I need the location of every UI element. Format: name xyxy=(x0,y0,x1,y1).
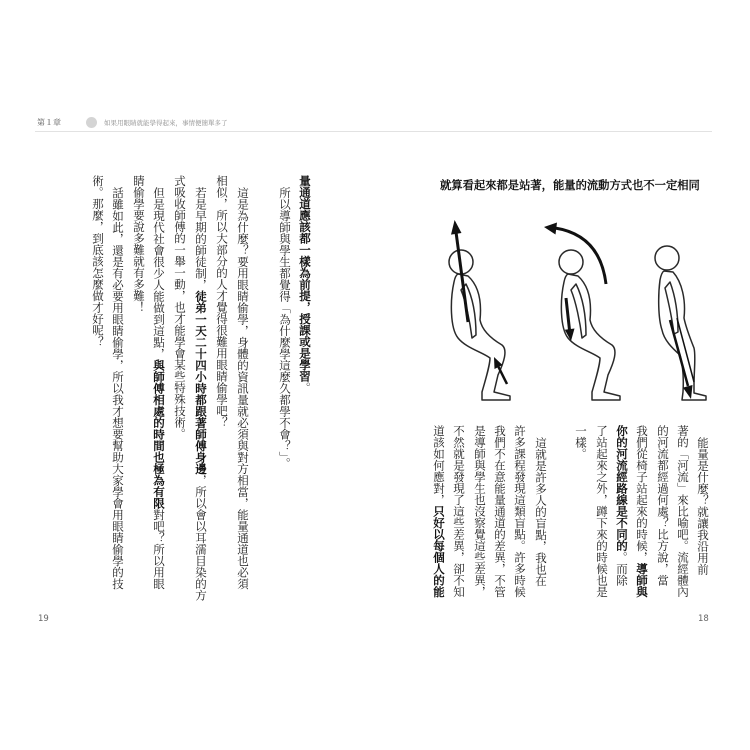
text-segment: 式吸收師傅的一舉一動，也才能學會某些特殊技術。 xyxy=(173,175,187,440)
text-column xyxy=(279,175,291,468)
chapter-label: 第１章 xyxy=(37,118,61,127)
text-column xyxy=(433,425,445,598)
text-column xyxy=(697,425,709,575)
bold-text: 只好以每個人的能 xyxy=(432,505,446,598)
figure-2-head xyxy=(559,250,583,274)
bold-text: 導師與 xyxy=(635,563,649,598)
text-column xyxy=(133,175,145,313)
text-segment: 著的「河流」來比喻吧。流經體內 xyxy=(676,425,690,598)
text-segment: 術。那麼，到底該怎麼做才好呢？ xyxy=(91,175,105,348)
text-segment: 這是為什麼？要用眼睛偷學，身體的資訊量就必須與對方相當，能量通道也必須 xyxy=(236,186,250,589)
text-segment: 相似，所以大部分的人才覺得很難用眼睛偷學吧？ xyxy=(215,175,229,428)
text-column xyxy=(174,175,186,440)
figure-3-head xyxy=(655,246,679,270)
bold-text: 你的河流經路線是不同的 xyxy=(615,425,629,552)
bold-text: 徒弟一天二十四小時都跟著師傅身邊 xyxy=(194,290,208,474)
text-segment: 所以導師與學生都覺得「為什麼學這麼久都學不會？」。 xyxy=(278,186,292,469)
page-number: 19 xyxy=(38,614,49,624)
text-segment: 。而除 xyxy=(615,551,629,586)
text-column xyxy=(474,425,486,598)
text-column xyxy=(535,425,547,586)
text-segment: 許多課程發現這類盲點。許多時候 xyxy=(513,425,527,598)
text-segment: ，所以會以耳濡目染的方 xyxy=(194,474,208,601)
text-segment: 我們從椅子站起來的時候， xyxy=(635,425,649,563)
text-segment: 了站起來之外，蹲下來的時候也是 xyxy=(595,425,609,598)
text-segment: 不然就是發現了這些差異，卻不知 xyxy=(452,425,466,598)
posture-illustration xyxy=(430,205,715,405)
curved-arrowhead-icon xyxy=(544,223,557,235)
text-column xyxy=(575,425,587,460)
page-number: 18 xyxy=(698,614,709,624)
up-arrowhead-icon xyxy=(451,220,462,235)
text-column xyxy=(616,425,628,586)
text-column xyxy=(92,175,104,348)
text-column xyxy=(299,175,311,394)
text-segment: 一樣。 xyxy=(574,425,588,460)
text-column xyxy=(453,425,465,598)
text-segment: 道該如何應對， xyxy=(432,425,446,506)
text-segment: 是導師與學生也沒察覺這些差異， xyxy=(473,425,487,598)
running-header-title: 如果用眼睛就能學得起來，事情便簡單多了 xyxy=(104,119,228,127)
text-column xyxy=(657,425,669,586)
text-column xyxy=(153,175,165,589)
text-column xyxy=(237,175,249,589)
text-column xyxy=(112,175,124,589)
text-column xyxy=(216,175,228,428)
figure-caption: 就算看起來都是站著，能量的流動方式也不一定相同 xyxy=(440,179,700,192)
text-segment: 能量是什麼？就讓我沿用前 xyxy=(696,436,710,575)
header-rule xyxy=(35,131,712,132)
chapter-dot-icon xyxy=(86,117,97,128)
text-segment: 話雖如此，還是有必要用眼睛偷學，所以我才想要幫助大家學會用眼睛偷學的技 xyxy=(111,186,125,589)
bold-text: 與師傅相處的時間也極為有限 xyxy=(152,359,166,509)
text-segment: 睛偷學要說多難就有多難！ xyxy=(132,175,146,313)
text-segment: 。 xyxy=(298,382,312,394)
text-segment: 對吧？所以用眼 xyxy=(152,508,166,589)
text-column xyxy=(195,175,207,601)
figure-1-body xyxy=(451,274,510,400)
text-column xyxy=(514,425,526,598)
text-segment: 的河流都經過何處？比方說，當 xyxy=(656,425,670,586)
text-column xyxy=(596,425,608,598)
text-segment: 但是現代社會很少人能做到這點， xyxy=(152,186,166,359)
text-column xyxy=(494,425,506,598)
text-column xyxy=(636,425,648,598)
figure-3-person xyxy=(655,246,706,400)
text-column xyxy=(677,425,689,598)
bold-text: 量通道應該都一樣為前提，授課或是學習 xyxy=(298,175,312,382)
text-segment: 我們不在意能量通道的差異，不管 xyxy=(493,425,507,598)
text-segment: 這就是許多人的盲點，我也在 xyxy=(534,436,548,586)
figure-1-person xyxy=(449,250,510,400)
text-segment: 若是早期的師徒制， xyxy=(194,186,208,290)
